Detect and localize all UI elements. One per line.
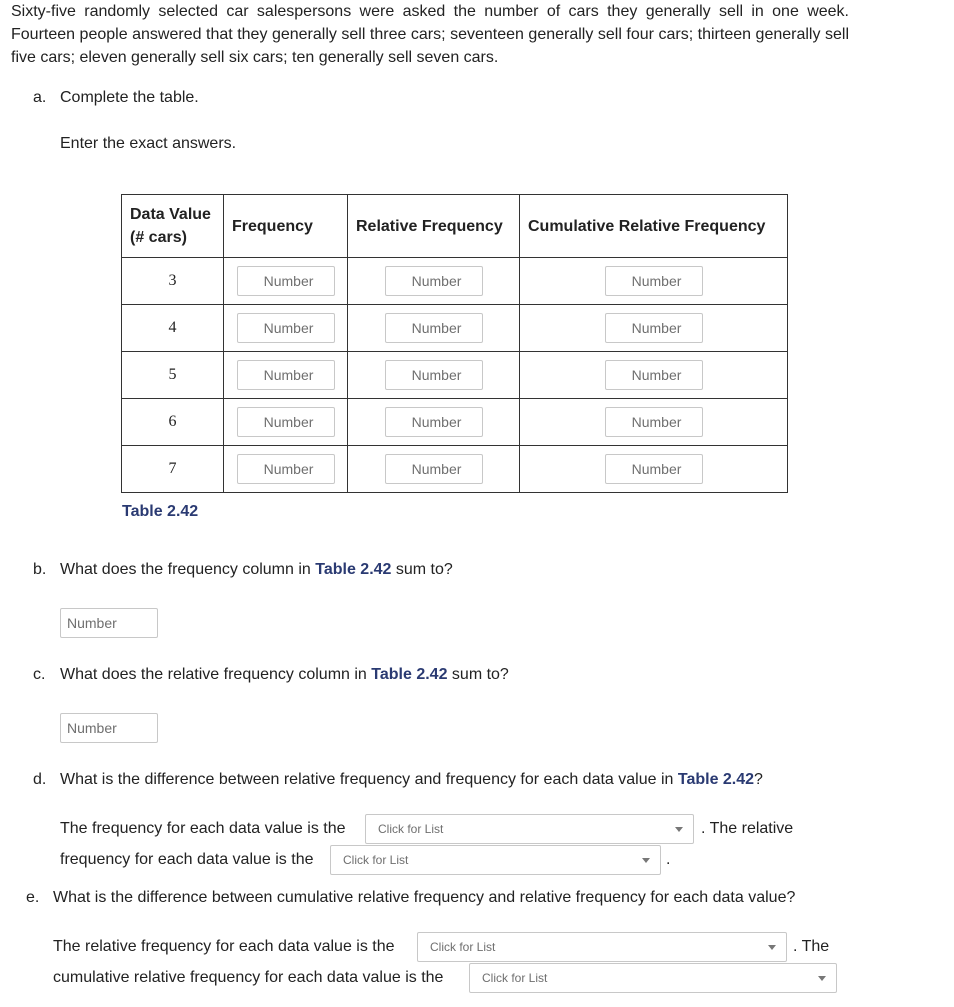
part-d-sentence-2-end: . bbox=[666, 851, 671, 868]
header-data-value: Data Value (# cars) bbox=[122, 195, 224, 258]
chevron-down-icon bbox=[642, 858, 650, 863]
part-e-label: e. bbox=[26, 889, 40, 906]
relative-frequency-sum-input[interactable]: Number bbox=[60, 713, 158, 743]
frequency-input[interactable]: Number bbox=[237, 313, 335, 343]
part-e-sentence-2: cumulative relative frequency for each data value is the bbox=[53, 969, 444, 986]
table-row bbox=[122, 258, 788, 305]
part-b-label: b. bbox=[33, 561, 47, 578]
table-caption[interactable]: Table 2.42 bbox=[122, 503, 199, 520]
part-e-sentence-1-end: . The bbox=[793, 938, 830, 955]
cumulative-relative-frequency-input[interactable]: Number bbox=[605, 407, 703, 437]
table-reference-link[interactable]: Table 2.42 bbox=[371, 666, 448, 683]
problem-intro: Sixty-five randomly selected car salespersons were asked the number of cars they generally sell in one week. Fourteen people answered that they generally sell three cars; seventeen generally sell four cars; thirteen generally sell five cars; eleven generally sell six cars; ten generally sell seven cars. bbox=[11, 3, 849, 66]
chevron-down-icon bbox=[675, 827, 683, 832]
cumulative-relative-frequency-input[interactable]: Number bbox=[605, 313, 703, 343]
table-row bbox=[122, 305, 788, 352]
part-a-question: Complete the table. bbox=[60, 89, 199, 106]
relative-frequency-input[interactable]: Number bbox=[385, 407, 483, 437]
table-row bbox=[122, 352, 788, 399]
cumulative-relative-frequency-input[interactable]: Number bbox=[605, 454, 703, 484]
chevron-down-icon bbox=[818, 976, 826, 981]
part-e-sentence-1: The relative frequency for each data value is the bbox=[53, 938, 395, 955]
data-value-cell: 7 bbox=[122, 446, 224, 493]
part-d-label: d. bbox=[33, 771, 47, 788]
frequency-input[interactable]: Number bbox=[237, 266, 335, 296]
part-d-sentence-1: The frequency for each data value is the bbox=[60, 820, 346, 837]
table-reference-link[interactable]: Table 2.42 bbox=[315, 561, 392, 578]
data-value-cell: 4 bbox=[122, 305, 224, 352]
cumulative-relative-frequency-input[interactable]: Number bbox=[605, 360, 703, 390]
part-e-question: What is the difference between cumulative relative frequency and relative frequency for each data value? bbox=[53, 889, 796, 906]
frequency-input[interactable]: Number bbox=[237, 454, 335, 484]
cumulative-relative-frequency-compare-select[interactable]: Click for List bbox=[469, 963, 837, 993]
data-value-cell: 3 bbox=[122, 258, 224, 305]
relative-frequency-input[interactable]: Number bbox=[385, 360, 483, 390]
table-reference-link[interactable]: Table 2.42 bbox=[677, 771, 755, 788]
relative-frequency-input[interactable]: Number bbox=[385, 454, 483, 484]
relative-frequency-input[interactable]: Number bbox=[385, 266, 483, 296]
cumulative-relative-frequency-input[interactable]: Number bbox=[605, 266, 703, 296]
part-a-label: a. bbox=[33, 89, 47, 106]
part-c-question: What does the relative frequency column in Table 2.42 sum to? bbox=[60, 666, 509, 683]
header-frequency: Frequency bbox=[224, 195, 348, 258]
part-b-question: What does the frequency column in Table 2.42 sum to? bbox=[60, 561, 453, 578]
frequency-definition-select[interactable]: Click for List bbox=[365, 814, 694, 844]
relative-frequency-compare-select[interactable]: Click for List bbox=[417, 932, 787, 962]
relative-frequency-definition-select[interactable]: Click for List bbox=[330, 845, 661, 875]
part-d-sentence-1-end: . The relative bbox=[701, 820, 794, 837]
table-row bbox=[122, 399, 788, 446]
table-row bbox=[122, 446, 788, 493]
header-relative-frequency: Relative Frequency bbox=[348, 195, 520, 258]
data-value-cell: 6 bbox=[122, 399, 224, 446]
data-value-cell: 5 bbox=[122, 352, 224, 399]
part-a-instruction: Enter the exact answers. bbox=[60, 135, 237, 152]
chevron-down-icon bbox=[768, 945, 776, 950]
part-d-sentence-2: frequency for each data value is the bbox=[60, 851, 314, 868]
part-c-label: c. bbox=[33, 666, 46, 683]
relative-frequency-input[interactable]: Number bbox=[385, 313, 483, 343]
part-d-question: What is the difference between relative frequency and frequency for each data value in Table 2.42? bbox=[60, 771, 763, 788]
frequency-table bbox=[121, 194, 788, 493]
frequency-sum-input[interactable]: Number bbox=[60, 608, 158, 638]
header-cumulative-relative-frequency: Cumulative Relative Frequency bbox=[520, 195, 788, 258]
frequency-input[interactable]: Number bbox=[237, 407, 335, 437]
frequency-input[interactable]: Number bbox=[237, 360, 335, 390]
